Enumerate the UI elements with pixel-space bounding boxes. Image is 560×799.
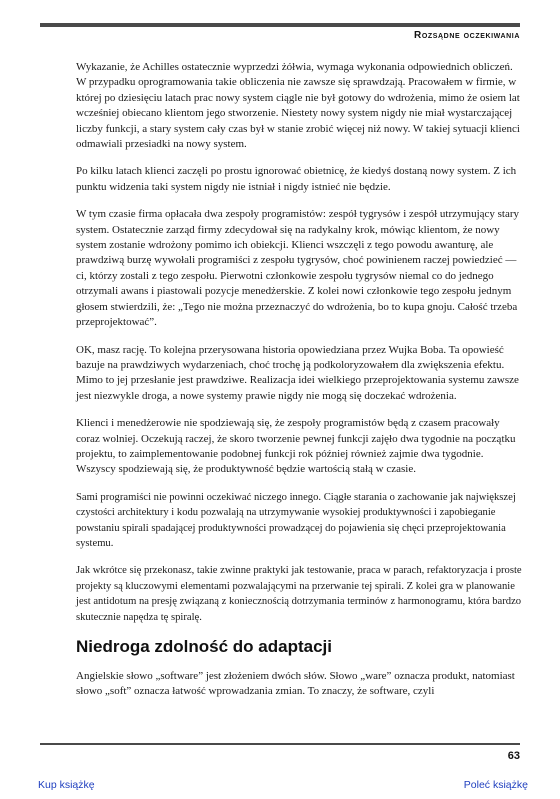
paragraph-1: Wykazanie, że Achilles ostatecznie wyprzedzi żółwia, wymaga wykonania odpowiednich obliczeń. W przypadku oprogramowania takie obliczenia nie zawsze się sprawdzają. Pracowałem w firmie, w której po dziesięciu latach prac nowy system ciągle nie był gotowy do wdrożenia, mimo że osiem lat wcześniej obiecano klientom jego stworzenie. Niestety nowy system nigdy nie miał wystarczającej liczby funkcji, a stary system cały czas był w stanie zrobić więcej niż nowy. W takiej sytuacji klienci odmawiali przesiadki na nowy system. (76, 61, 520, 151)
paragraph-6: Sami programiści nie powinni oczekiwać niczego innego. Ciągłe starania o zachowanie jak największej czystości architektury i kodu pozwalają na utrzymywanie wysokiej produktywności i zapobieganie powstaniu spirali spadającej produktywności prowadzącej do pojawienia się chęci przeprojektowania systemu. (76, 491, 516, 549)
paragraph-3: W tym czasie firma opłacała dwa zespoły programistów: zespół tygrysów i zespół utrzymujący stary system. Ostatecznie zarząd firmy zdecydował się na radykalny krok, mówiąc klientom, że nowy system zostanie wdrożony pomimo ich obiekcji. Klienci wszczęli z tego powodu awanturę, ale prawdziwą burzę wywołali programiści z zespołu tygrysów, choć powinienem raczej powiedzieć — ci, którzy zostali z tego zespołu. Pierwotni członkowie zespołu tygrysów niemal co do jednego otrzymali awans i piastowali pozycje menedżerskie. Z kolei nowi członkowie tego zespołu jednym głosem stwierdzili, że: „Tego nie można przeznaczyć do wdrożenia, bo to kupa gnoju. Całość trzeba przeprojektować”. (76, 208, 520, 329)
recommend-book-link[interactable]: Poleć książkę (463, 779, 528, 791)
paragraph-4: OK, masz rację. To kolejna przerysowana historia opowiedziana przez Wujka Boba. Ta opowieść bazuje na prawdziwych wydarzeniach, choć trochę ją podkoloryzowałem dla zwiększenia efektu. Mimo to jej przesłanie jest prawdziwe. Realizacja idei wielkiego przeprojektowania systemu zawsze jest niezwykle droga, a nowe systemy prawie nigdy nie mogą się doczekać wdrożenia. (76, 343, 519, 402)
section-paragraph: Angielskie słowo „software” jest złożeniem dwóch słów. Słowo „ware” oznacza produkt, natomiast słowo „soft” oznacza łatwość wprowadzania zmian. To znaczy, że software, czyli (76, 670, 515, 698)
page-content (76, 60, 524, 712)
header-rule (40, 23, 520, 27)
section-heading: Niedroga zdolność do adaptacji (76, 637, 332, 656)
buy-book-link[interactable]: Kup książkę (38, 779, 95, 791)
footer-rule (40, 743, 520, 745)
running-header-title: Rozsądne oczekiwania (414, 30, 520, 41)
paragraph-5: Klienci i menedżerowie nie spodziewają się, że zespoły programistów będą z czasem pracowały coraz wolniej. Oczekują raczej, że skoro tworzenie pewnej funkcji zajęło dwa tygodnie na początku projektu, to zaimplementowanie podobnej funkcji rok później również zajmie dwa tygodnie. Wszyscy spodziewają się, że produktywność będzie wartością stałą w czasie. (76, 417, 516, 476)
paragraph-7: Jak wkrótce się przekonasz, takie zwinne praktyki jak testowanie, praca w parach, refaktoryzacja i proste projekty są kluczowymi elementami pozwalającymi na przerwanie tej spirali. Z kolei gra w planowanie jest antidotum na presję związaną z koniecznością dotrzymania terminów z harmonogramu, która bardzo skutecznie napędza tę spiralę. (76, 565, 522, 623)
page-number: 63 (507, 750, 520, 762)
paragraph-2: Po kilku latach klienci zaczęli po prostu ignorować obietnicę, że kiedyś dostaną nowy system. Z ich punktu widzenia taki system nigdy nie istniał i nigdy istnieć nie będzie. (76, 165, 517, 193)
